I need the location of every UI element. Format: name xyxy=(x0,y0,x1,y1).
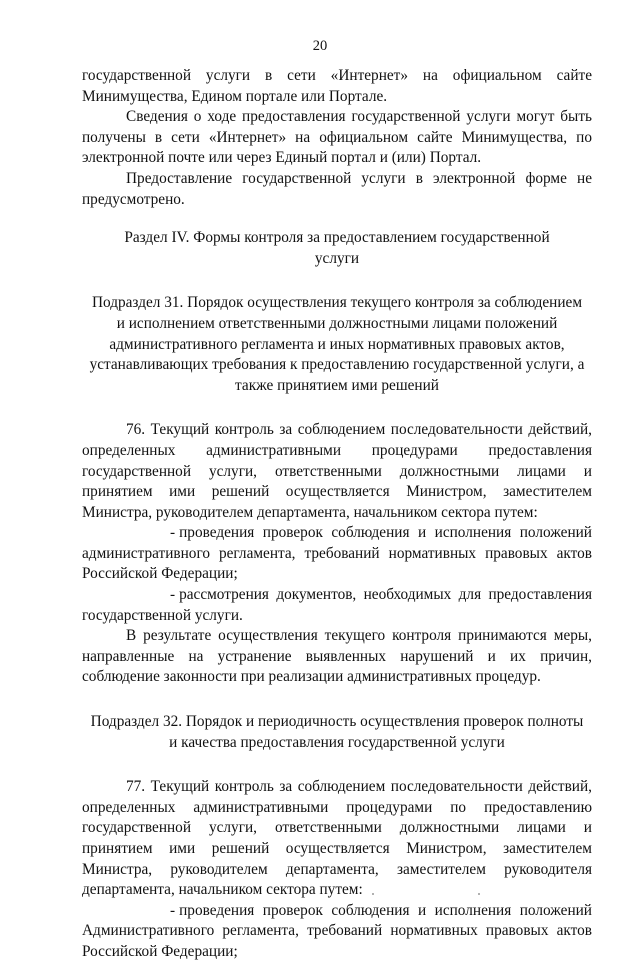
list-item-inspections-2 xyxy=(82,901,592,963)
electronic-form-paragraph: Предоставление государственной услуги в электронной форме не предусмотрено. xyxy=(82,169,592,208)
page-content xyxy=(82,66,592,963)
section-iv-title: Раздел IV. Формы контроля за предоставлением государственной услуги xyxy=(124,229,550,267)
subsection-32-title: Подраздел 32. Порядок и периодичность осуществления проверок полноты и качества предоставления государственной услуги xyxy=(90,713,584,751)
page-number: 20 xyxy=(312,38,328,54)
continuation-paragraph: государственной услуги в сети «Интернет» на официальном сайте Минимущества, Едином портале или Портале. xyxy=(82,67,592,105)
subsection-31-title: Подраздел 31. Порядок осуществления текущего контроля за соблюдением и исполнением ответственными должностными лицами положений административного регламента и иных нормативных правовых актов, устанавливающих требования к предоставлению государственной услуги, а также принятием ими решений xyxy=(89,294,585,394)
list-dash: - xyxy=(170,586,176,604)
result-paragraph: В результате осуществления текущего контроля принимаются меры, направленные на устранение выявленных нарушений и их причин, соблюдение законности при реализации административных процедур. xyxy=(82,627,592,686)
list-item-text: рассмотрения документов, необходимых для предоставления государственной услуги. xyxy=(82,586,592,624)
paragraph-77: 77. Текущий контроль за соблюдением последовательности действий, определенных административными процедурами по предоставлению государственной услуги, ответственными должностными лицами и принятием ими решений осуществляется Министром, заместителем Министра, руководителем департамента, заместителем руководителя департамента, начальником сектора путем: xyxy=(82,778,592,899)
list-item-text: проведения проверок соблюдения и исполнения положений Административного регламента, требований нормативных правовых актов Российской Федерации; xyxy=(82,901,592,960)
paragraph-76: 76. Текущий контроль за соблюдением последовательности действий, определенных административными процедурами предоставления государственной услуги, ответственными должностными лицами и принятием ими решений осуществляется Министром, заместителем Министра, руководителем департамента, начальником сектора путем: xyxy=(82,421,592,521)
status-info-paragraph: Сведения о ходе предоставления государственной услуги могут быть получены в сети «Интернет» на официальном сайте Минимущества, по электронной почте или через Единый портал и (или) Портал. xyxy=(82,108,592,167)
list-dash: - xyxy=(170,524,176,542)
list-item-text: проведения проверок соблюдения и исполнения положений административного регламента, требований нормативных правовых актов Российской Федерации; xyxy=(82,524,592,583)
list-item-inspections xyxy=(82,523,592,585)
list-dash: - xyxy=(170,901,176,919)
scan-artifact xyxy=(372,893,374,895)
list-item-review xyxy=(82,585,592,626)
scan-artifact xyxy=(478,893,480,895)
